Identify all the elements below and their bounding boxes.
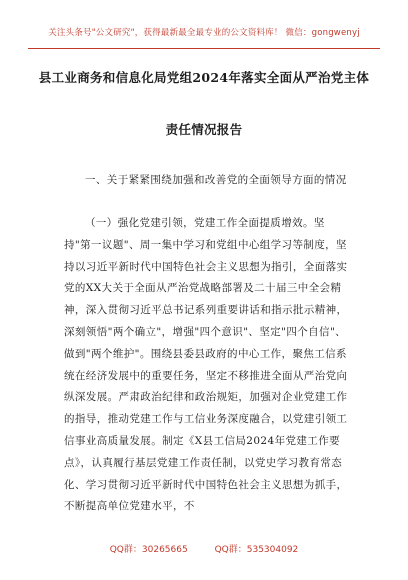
section-heading: 一、关于紧紧围绕加强和改善党的全面领导方面的情况 [85, 174, 347, 186]
body-paragraph: （一）强化党建引领，党建工作全面提质增效。坚持"第一议题"、周一集中学习和党组中心组学习等制度，坚持以习近平新时代中国特色社会主义思想为指引，全面落实党的XX大关于全面从严治党战略部署及二十届三中全会精神，深入贯彻习近平总书记系列重要讲话和指示批示精神，深刻领悟"两个确立"，增强"四个意识"、坚定"四个自信"、做到"两个维护"。围绕县委县政府的中心工作，聚焦工信系统在经济发展中的重要任务，坚定不移推进全面从严治党向纵深发展。严肃政治纪律和政治规矩，加强对企业党建工作的指导，推动党建工作与工信业务深度融合，以党建引领工信事业高质量发展。制定《X县工信局2024年党建工作要点》，认真履行基层党建工作责任制，以党史学习教育常态化、学习贯彻习近平新时代中国特色社会主义思想为抓手，不断提高单位党建水平，不 [64, 217, 348, 513]
document-title-line-1: 县工业商务和信息化局党组2024年落实全面从严治党主体 [38, 70, 370, 85]
header-banner: 关注头条号"公文研究"，获得最新最全最专业的公文资料库！ 微信：gongwenyj [48, 28, 360, 38]
document-title-line-2: 责任情况报告 [165, 122, 243, 137]
footer [0, 542, 408, 555]
footer-qq-group-2: QQ群：535304092 [214, 545, 299, 555]
footer-qq-group-1: QQ群：30265665 [109, 545, 188, 555]
header-divider [28, 48, 380, 49]
